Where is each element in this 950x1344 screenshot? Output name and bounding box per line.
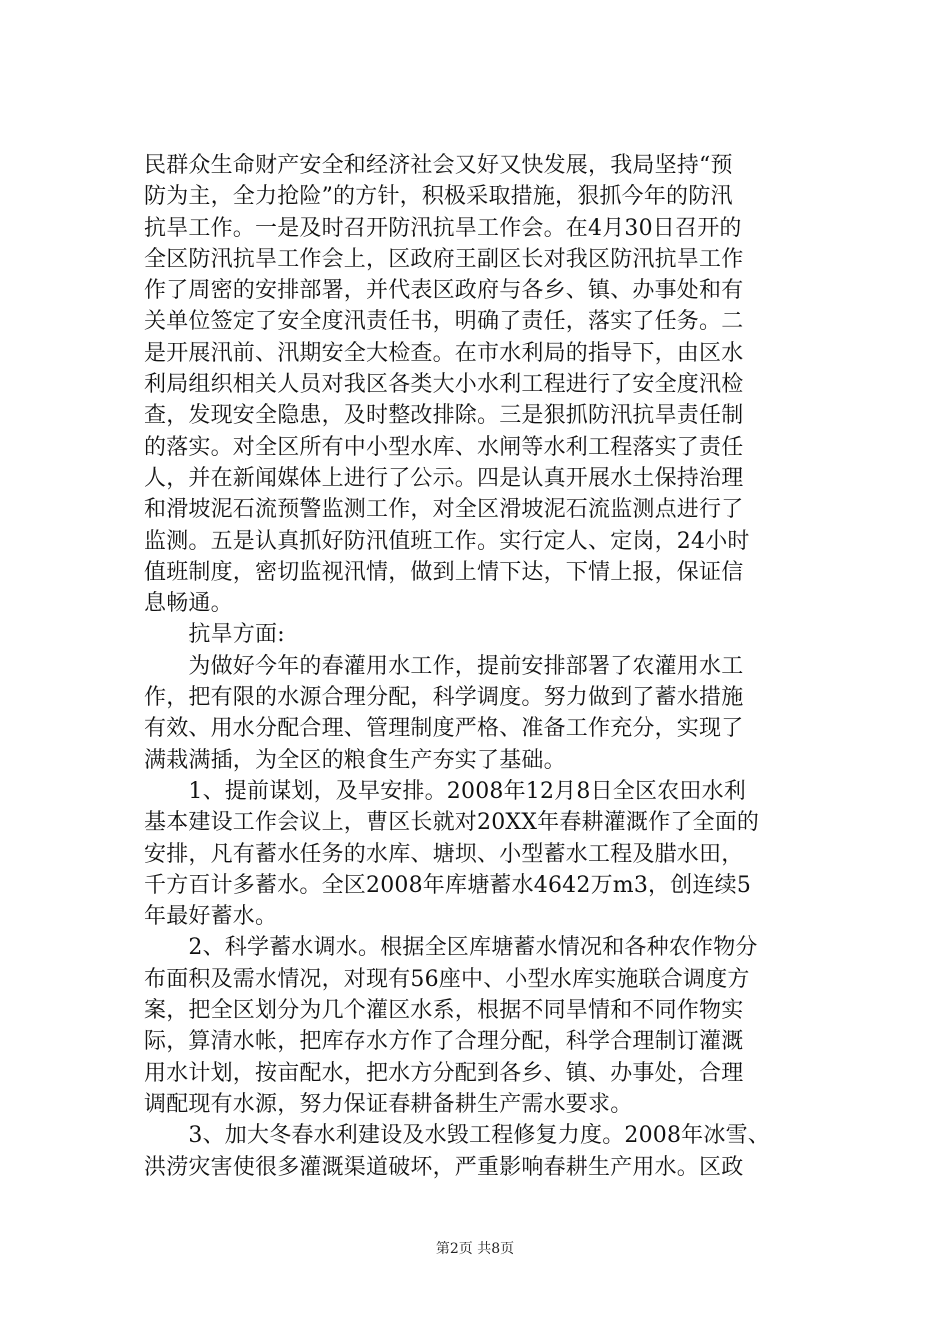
text-line: 布面积及需水情况，对现有56座中、小型水库实施联合调度方 [144,966,750,992]
text-line: 调配现有水源，努力保证春耕备耕生产需水要求。 [144,1091,633,1117]
text-line: 1、提前谋划，及早安排。2008年12月8日全区农田水利 [144,778,746,804]
text-line: 抗旱工作。一是及时召开防汛抗旱工作会。在4月30日召开的 [144,215,742,241]
text-line: 和滑坡泥石流预警监测工作，对全区滑坡泥石流监测点进行了 [144,497,744,523]
text-line: 监测。五是认真抓好防汛值班工作。实行定人、定岗，24小时 [144,528,750,554]
text-line: 民群众生命财产安全和经济社会又好又快发展，我局坚持“预 [144,153,733,178]
text-line: 利局组织相关人员对我区各类大小水利工程进行了安全度汛检 [144,372,744,398]
text-line: 防为主，全力抢险”的方针，积极采取措施，狠抓今年的防汛 [144,184,733,210]
text-line: 际，算清水帐，把库存水方作了合理分配，科学合理制订灌溉 [144,1029,744,1055]
text-line: 为做好今年的春灌用水工作，提前安排部署了农灌用水工 [144,653,744,679]
text-line: 满栽满插，为全区的粮食生产夯实了基础。 [144,747,566,773]
text-line: 作，把有限的水源合理分配，科学调度。努力做到了蓄水措施 [144,685,744,711]
text-line: 安排，凡有蓄水任务的水库、塘坝、小型蓄水工程及腊水田， [144,841,744,867]
body-text [144,150,820,1183]
page-footer: 第2页 共8页 [435,1241,515,1257]
text-line: 案，把全区划分为几个灌区水系，根据不同旱情和不同作物实 [144,998,744,1024]
text-line: 作了周密的安排部署，并代表区政府与各乡、镇、办事处和有 [144,278,744,304]
text-line: 抗旱方面: [144,622,285,648]
text-line: 全区防汛抗旱工作会上，区政府王副区长对我区防汛抗旱工作 [144,246,744,272]
text-line: 千方百计多蓄水。全区2008年库塘蓄水4642万m3，创连续5 [144,872,752,898]
text-line: 的落实。对全区所有中小型水库、水闸等水利工程落实了责任 [144,434,744,460]
text-line: 关单位签定了安全度汛责任书，明确了责任，落实了任务。二 [144,309,744,335]
text-line: 查，发现安全隐患，及时整改排除。三是狠抓防汛抗旱责任制 [144,403,744,429]
text-line: 2、科学蓄水调水。根据全区库塘蓄水情况和各种农作物分 [144,935,758,961]
text-line: 基本建设工作会议上，曹区长就对20XX年春耕灌溉作了全面的 [144,810,760,836]
text-line: 有效、用水分配合理、管理制度严格、准备工作充分，实现了 [144,716,744,742]
text-line: 3、加大冬春水利建设及水毁工程修复力度。2008年冰雪、 [144,1123,770,1149]
text-line: 是开展汛前、汛期安全大检查。在市水利局的指导下，由区水 [144,340,744,366]
text-line: 年最好蓄水。 [144,904,278,930]
text-line: 息畅通。 [144,591,233,617]
text-line: 用水计划，按亩配水，把水方分配到各乡、镇、办事处，合理 [144,1060,744,1086]
text-line: 洪涝灾害使很多灌溉渠道破坏，严重影响春耕生产用水。区政 [144,1154,744,1180]
text-line: 值班制度，密切监视汛情，做到上情下达，下情上报，保证信 [144,559,744,585]
text-line: 人，并在新闻媒体上进行了公示。四是认真开展水土保持治理 [144,465,744,491]
